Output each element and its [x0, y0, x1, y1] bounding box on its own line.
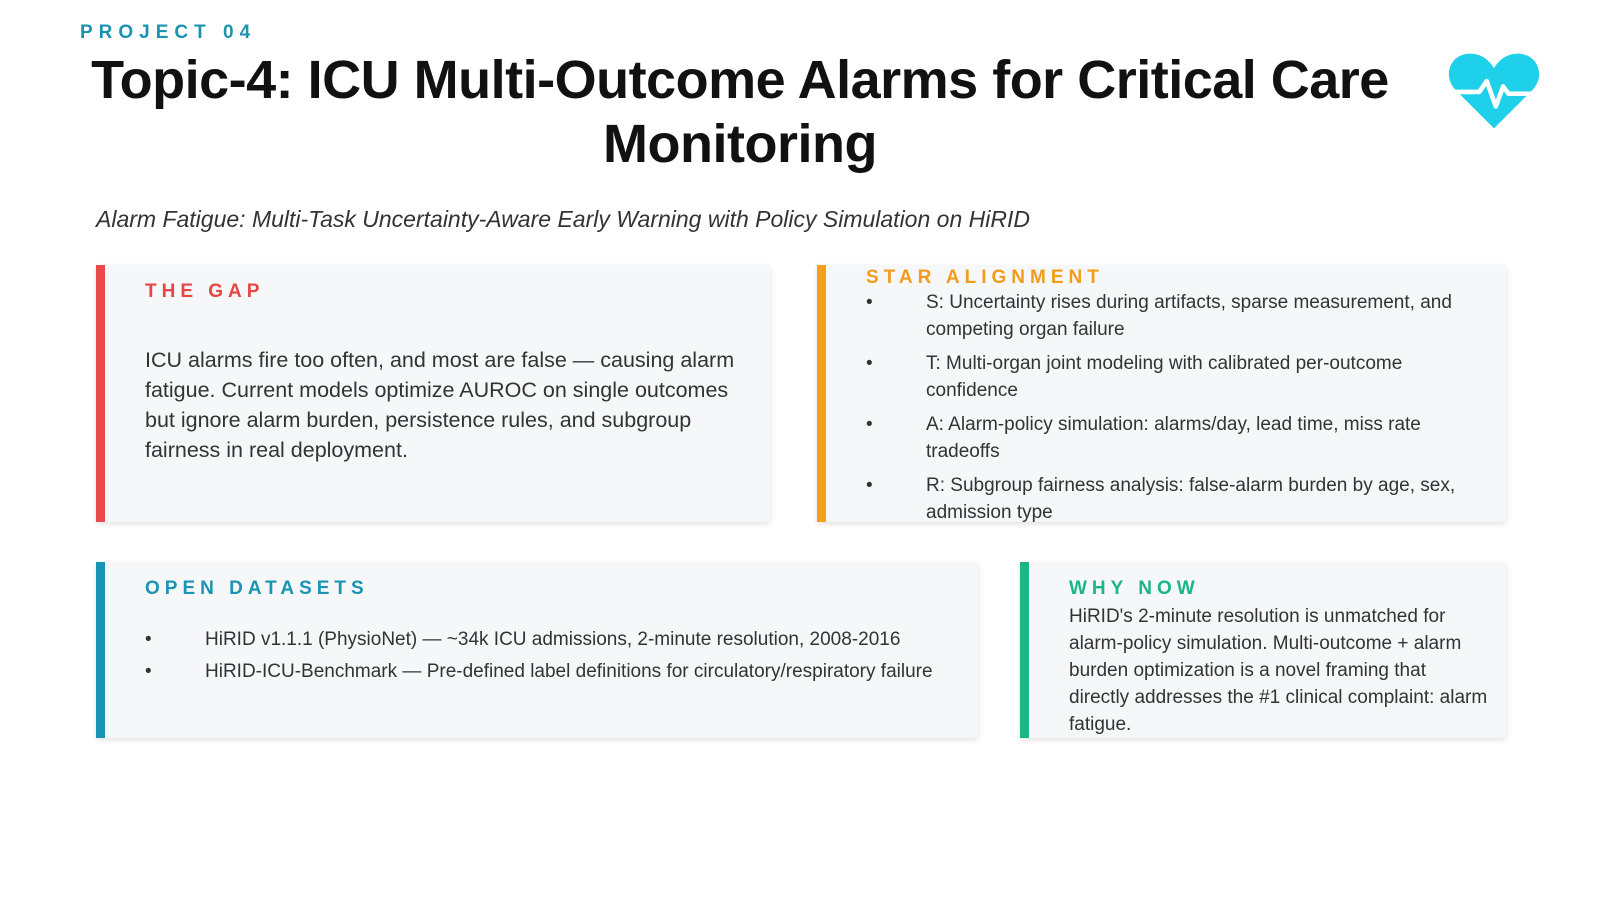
- page-title: Topic-4: ICU Multi-Outcome Alarms for Critical Care Monitoring: [91, 50, 1389, 174]
- list-item: [145, 658, 945, 685]
- star-item-text: T: Multi-organ joint modeling with calibrated per-outcome confidence: [926, 353, 1403, 401]
- star-item-text: A: Alarm-policy simulation: alarms/day, lead time, miss rate tradeoffs: [926, 414, 1421, 462]
- heartbeat-icon: [1448, 50, 1540, 132]
- bullet-icon: •: [145, 629, 152, 650]
- list-item: [866, 411, 1486, 465]
- why-now-card: [1020, 562, 1506, 738]
- star-alignment-card: [817, 265, 1506, 522]
- the-gap-text: ICU alarms fire too often, and most are false — causing alarm fatigue. Current models optimize AUROC on single outcomes but ignore alarm burden, persistence rules, and subgroup fairness in real deployment.: [145, 348, 735, 462]
- list-item: [866, 289, 1486, 343]
- star-alignment-heading: STAR ALIGNMENT: [866, 267, 1104, 288]
- why-now-text: HiRID's 2-minute resolution is unmatched for alarm-policy simulation. Multi-outcome + alarm burden optimization is a novel framing that directly addresses the #1 clinical complaint: alarm fatigue.: [1069, 606, 1488, 735]
- dataset-item-text: HiRID v1.1.1 (PhysioNet) — ~34k ICU admissions, 2-minute resolution, 2008-2016: [205, 629, 901, 650]
- bullet-icon: •: [866, 414, 873, 435]
- bullet-icon: •: [866, 353, 873, 374]
- bullet-icon: •: [145, 661, 152, 682]
- star-item-text: S: Uncertainty rises during artifacts, sparse measurement, and competing organ failure: [926, 292, 1452, 340]
- open-datasets-list: [145, 626, 945, 690]
- open-datasets-card: [96, 562, 978, 738]
- dataset-item-text: HiRID-ICU-Benchmark — Pre-defined label definitions for circulatory/respiratory failure: [205, 661, 933, 682]
- the-gap-card: [96, 265, 770, 522]
- list-item: [866, 350, 1486, 404]
- list-item: [866, 472, 1486, 526]
- list-item: [145, 626, 945, 653]
- bullet-icon: •: [866, 292, 873, 313]
- star-item-text: R: Subgroup fairness analysis: false-alarm burden by age, sex, admission type: [926, 475, 1456, 523]
- star-alignment-list: [866, 289, 1486, 533]
- open-datasets-heading: OPEN DATASETS: [145, 578, 369, 599]
- page-subtitle: Alarm Fatigue: Multi-Task Uncertainty-Aware Early Warning with Policy Simulation on HiRID: [96, 206, 1030, 232]
- bullet-icon: •: [866, 475, 873, 496]
- project-eyebrow: PROJECT 04: [80, 22, 257, 43]
- the-gap-heading: THE GAP: [145, 281, 265, 302]
- why-now-heading: WHY NOW: [1069, 578, 1200, 599]
